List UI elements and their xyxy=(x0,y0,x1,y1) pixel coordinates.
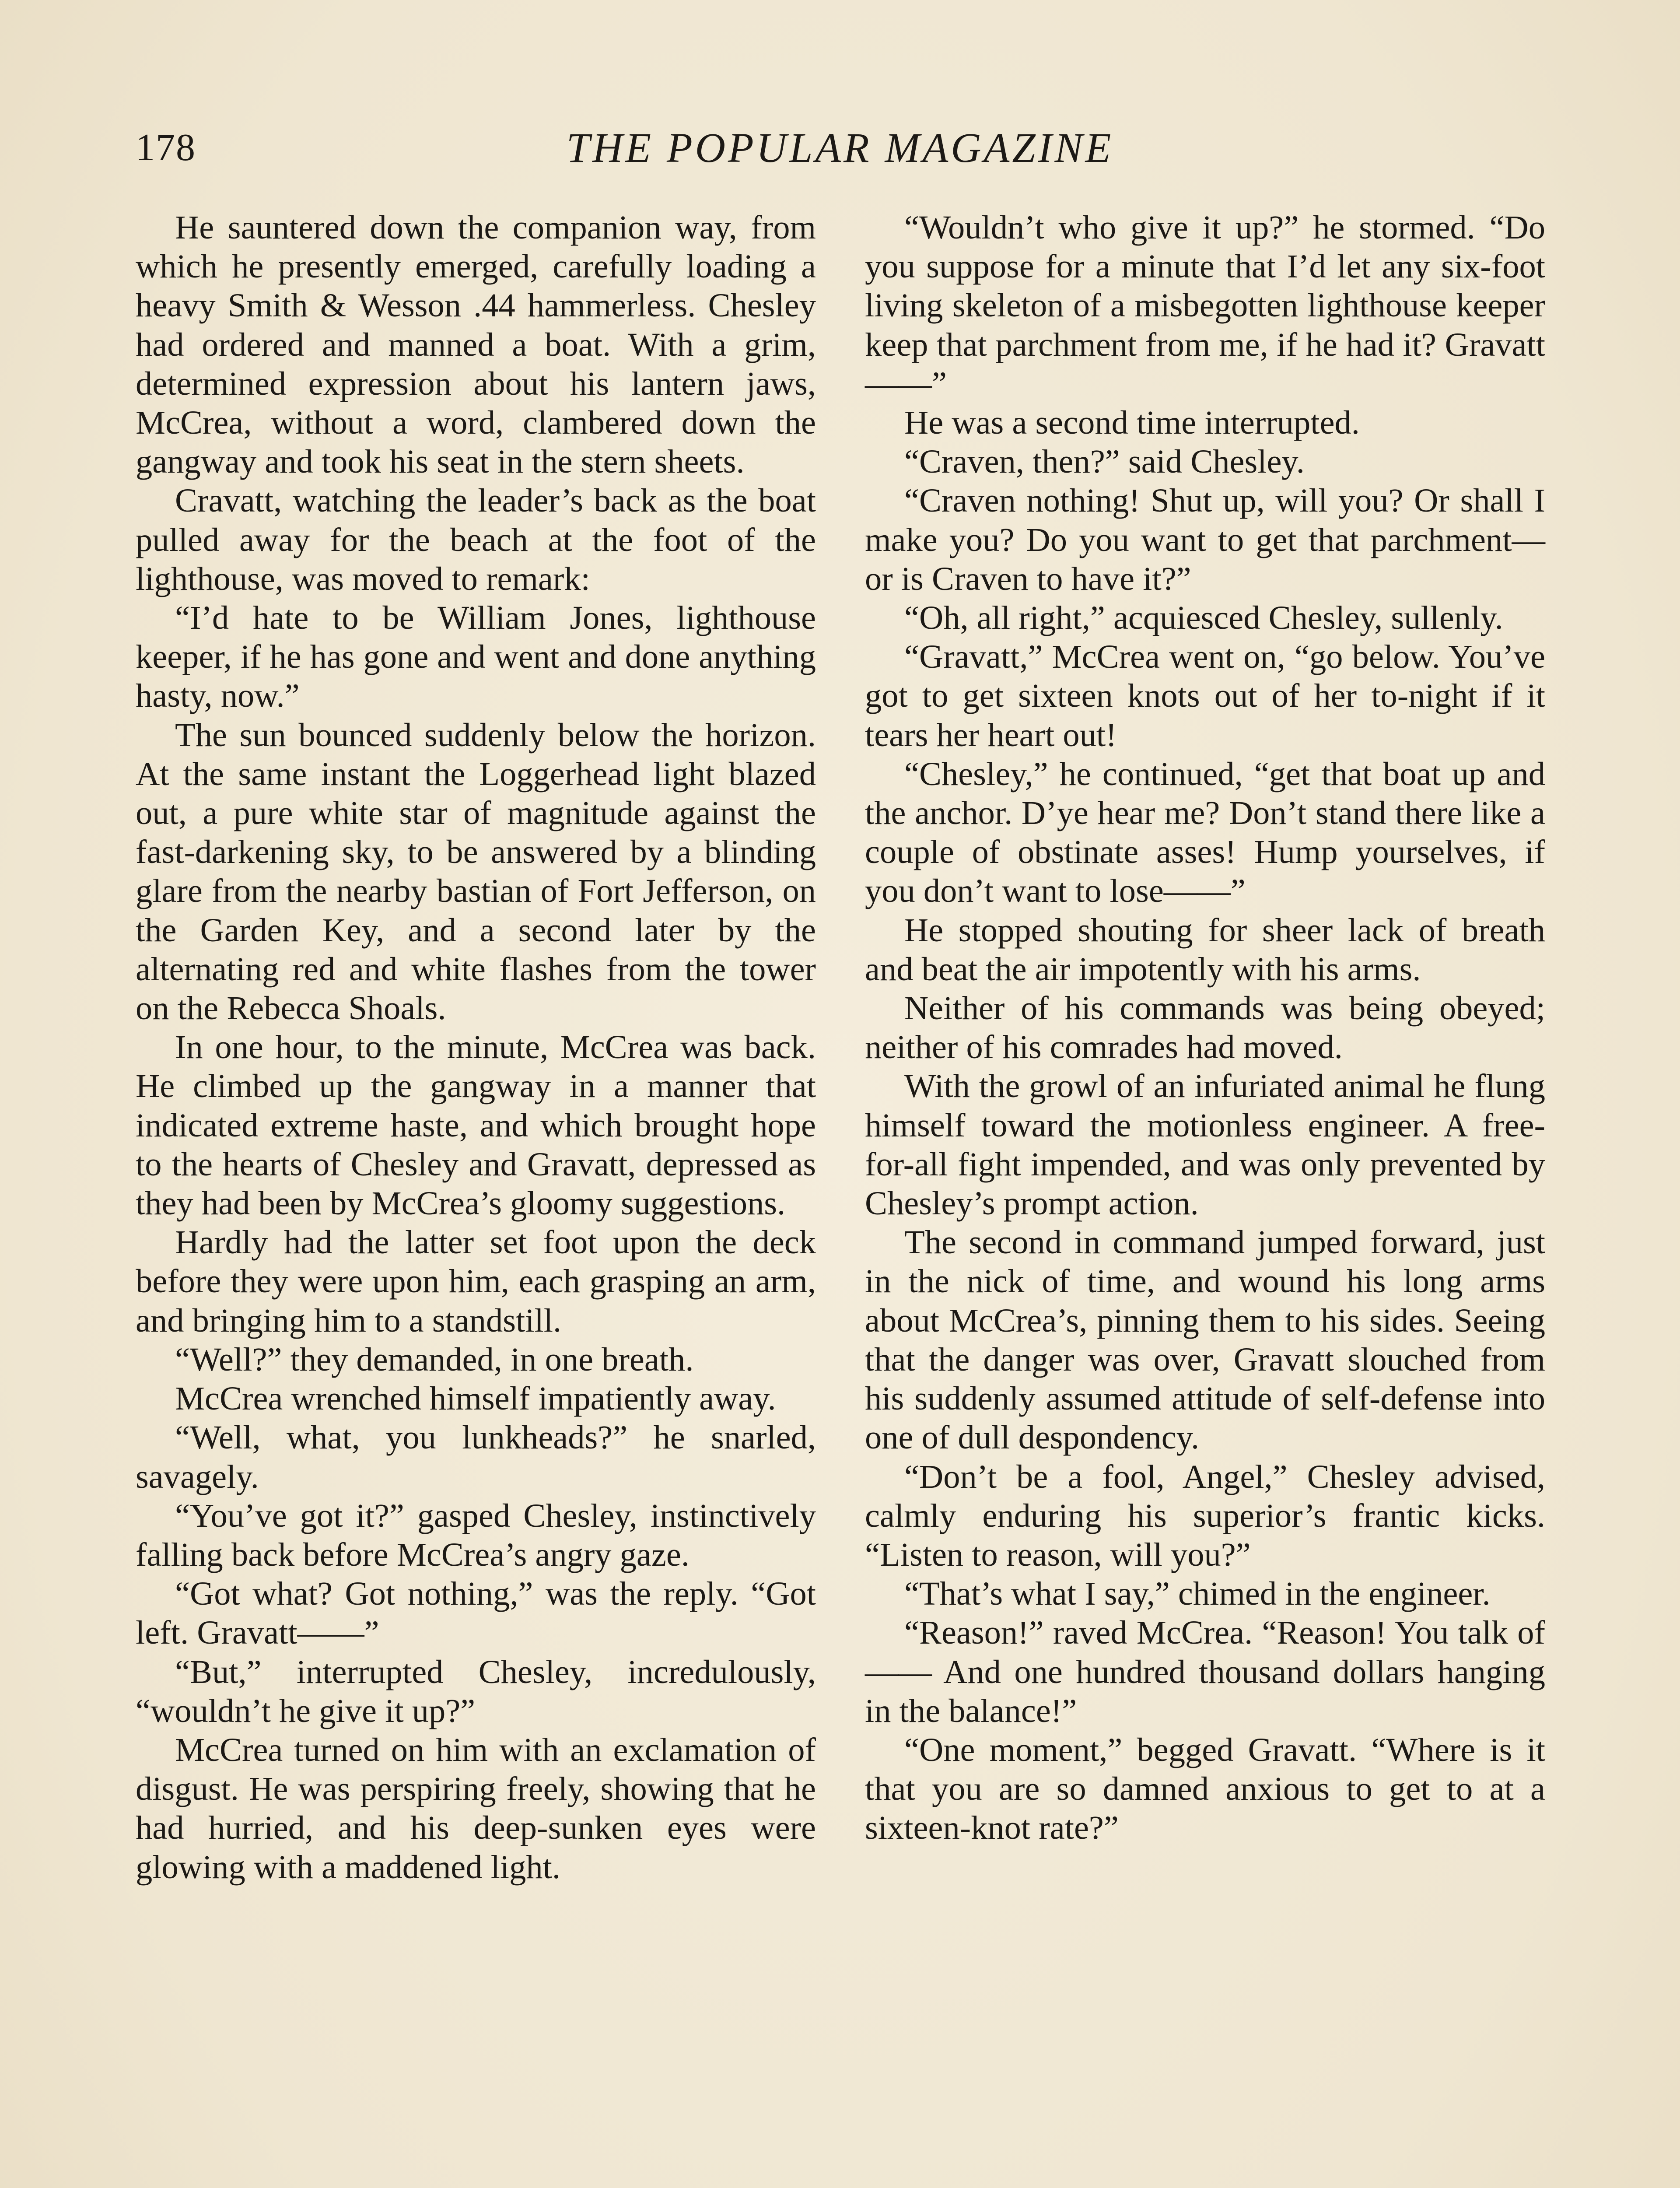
paragraph: He stopped shouting for sheer lack of breath and beat the air impotently with his arms. xyxy=(865,911,1545,988)
paragraph: “Craven, then?” said Chesley. xyxy=(904,443,1305,480)
paragraph: He sauntered down the companion way, from which he presently emerged, carefully loading a heavy Smith & Wesson .44 hammerless. Chesley had ordered and manned a boat. With a grim, determined expression about his lantern jaws, McCrea, without a word, clambered down the gangway and took his seat in the stern sheets. xyxy=(136,209,816,480)
left-text-column xyxy=(136,208,816,1886)
paragraph: “One moment,” begged Gravatt. “Where is it that you are so damned anxious to get to at a sixteen-knot rate?” xyxy=(865,1731,1545,1847)
paragraph: Neither of his commands was being obeyed; neither of his comrades had moved. xyxy=(865,989,1545,1066)
paragraph: “Chesley,” he continued, “get that boat up and the anchor. D’ye hear me? Don’t stand there like a couple of obstinate asses! Hump yourselves, if you don’t want to lose——” xyxy=(865,755,1545,910)
paragraph: “Gravatt,” McCrea went on, “go below. You’ve got to get sixteen knots out of her to-night if it tears her heart out! xyxy=(865,638,1545,754)
paragraph: “You’ve got it?” gasped Chesley, instinctively falling back before McCrea’s angry gaze. xyxy=(136,1497,816,1573)
paragraph: Cravatt, watching the leader’s back as the boat pulled away for the beach at the foot of the lighthouse, was moved to remark: xyxy=(136,482,816,597)
paragraph: “Craven nothing! Shut up, will you? Or shall I make you? Do you want to get that parchment—or is Craven to have it?” xyxy=(865,482,1545,597)
paragraph: The second in command jumped forward, just in the nick of time, and wound his long arms about McCrea’s, pinning them to his sides. Seeing that the danger was over, Gravatt slouched from his suddenly assumed attitude of self-defense into one of dull despondency. xyxy=(865,1224,1545,1456)
paragraph: “Well?” they demanded, in one breath. xyxy=(175,1340,694,1378)
paragraph: “Got what? Got nothing,” was the reply. “Got left. Gravatt——” xyxy=(136,1575,816,1652)
paragraph: The sun bounced suddenly below the horizon. At the same instant the Loggerhead light blazed out, a pure white star of magnitude against the fast-darkening sky, to be answered by a blinding glare from the nearby bastian of Fort Jefferson, on the Garden Key, and a second later by the alternating red and white flashes from the tower on the Rebecca Shoals. xyxy=(136,716,816,1027)
page-header xyxy=(136,122,1544,183)
page-number: 178 xyxy=(136,126,196,169)
paragraph: “Don’t be a fool, Angel,” Chesley advised, calmly enduring his superior’s frantic kicks. “Listen to reason, will you?” xyxy=(865,1458,1545,1573)
paragraph: Hardly had the latter set foot upon the deck before they were upon him, each grasping an arm, and bringing him to a standstill. xyxy=(136,1224,816,1339)
paragraph: “Oh, all right,” acquiesced Chesley, sullenly. xyxy=(904,599,1503,637)
paragraph: With the growl of an infuriated animal he flung himself toward the motionless engineer. A free-for-all fight impended, and was only prevented by Chesley’s prompt action. xyxy=(865,1067,1545,1222)
paragraph: “That’s what I say,” chimed in the engineer. xyxy=(904,1575,1491,1613)
right-text-column xyxy=(865,208,1545,1848)
paragraph: In one hour, to the minute, McCrea was back. He climbed up the gangway in a manner that indicated extreme haste, and which brought hope to the hearts of Chesley and Gravatt, depressed as they had been by McCrea’s gloomy suggestions. xyxy=(136,1028,816,1222)
paragraph: “Wouldn’t who give it up?” he stormed. “Do you suppose for a minute that I’d let any six-foot living skeleton of a misbegotten lighthouse keeper keep that parchment from me, if he had it? Gravatt——” xyxy=(865,209,1545,402)
paragraph: “But,” interrupted Chesley, incredulously, “wouldn’t he give it up?” xyxy=(136,1653,816,1729)
paragraph: “Reason!” raved McCrea. “Reason! You talk of—— And one hundred thousand dollars hanging in the balance!” xyxy=(865,1614,1545,1729)
paragraph: McCrea wrenched himself impatiently away. xyxy=(175,1380,776,1417)
paragraph: He was a second time interrupted. xyxy=(904,404,1360,442)
paragraph: “I’d hate to be William Jones, lighthouse keeper, if he has gone and went and done anything hasty, now.” xyxy=(136,599,816,715)
running-head: THE POPULAR MAGAZINE xyxy=(566,124,1114,171)
paragraph: McCrea turned on him with an exclamation of disgust. He was perspiring freely, showing that he had hurried, and his deep-sunken eyes were glowing with a maddened light. xyxy=(136,1731,816,1886)
paragraph: “Well, what, you lunkheads?” he snarled, savagely. xyxy=(136,1419,816,1495)
